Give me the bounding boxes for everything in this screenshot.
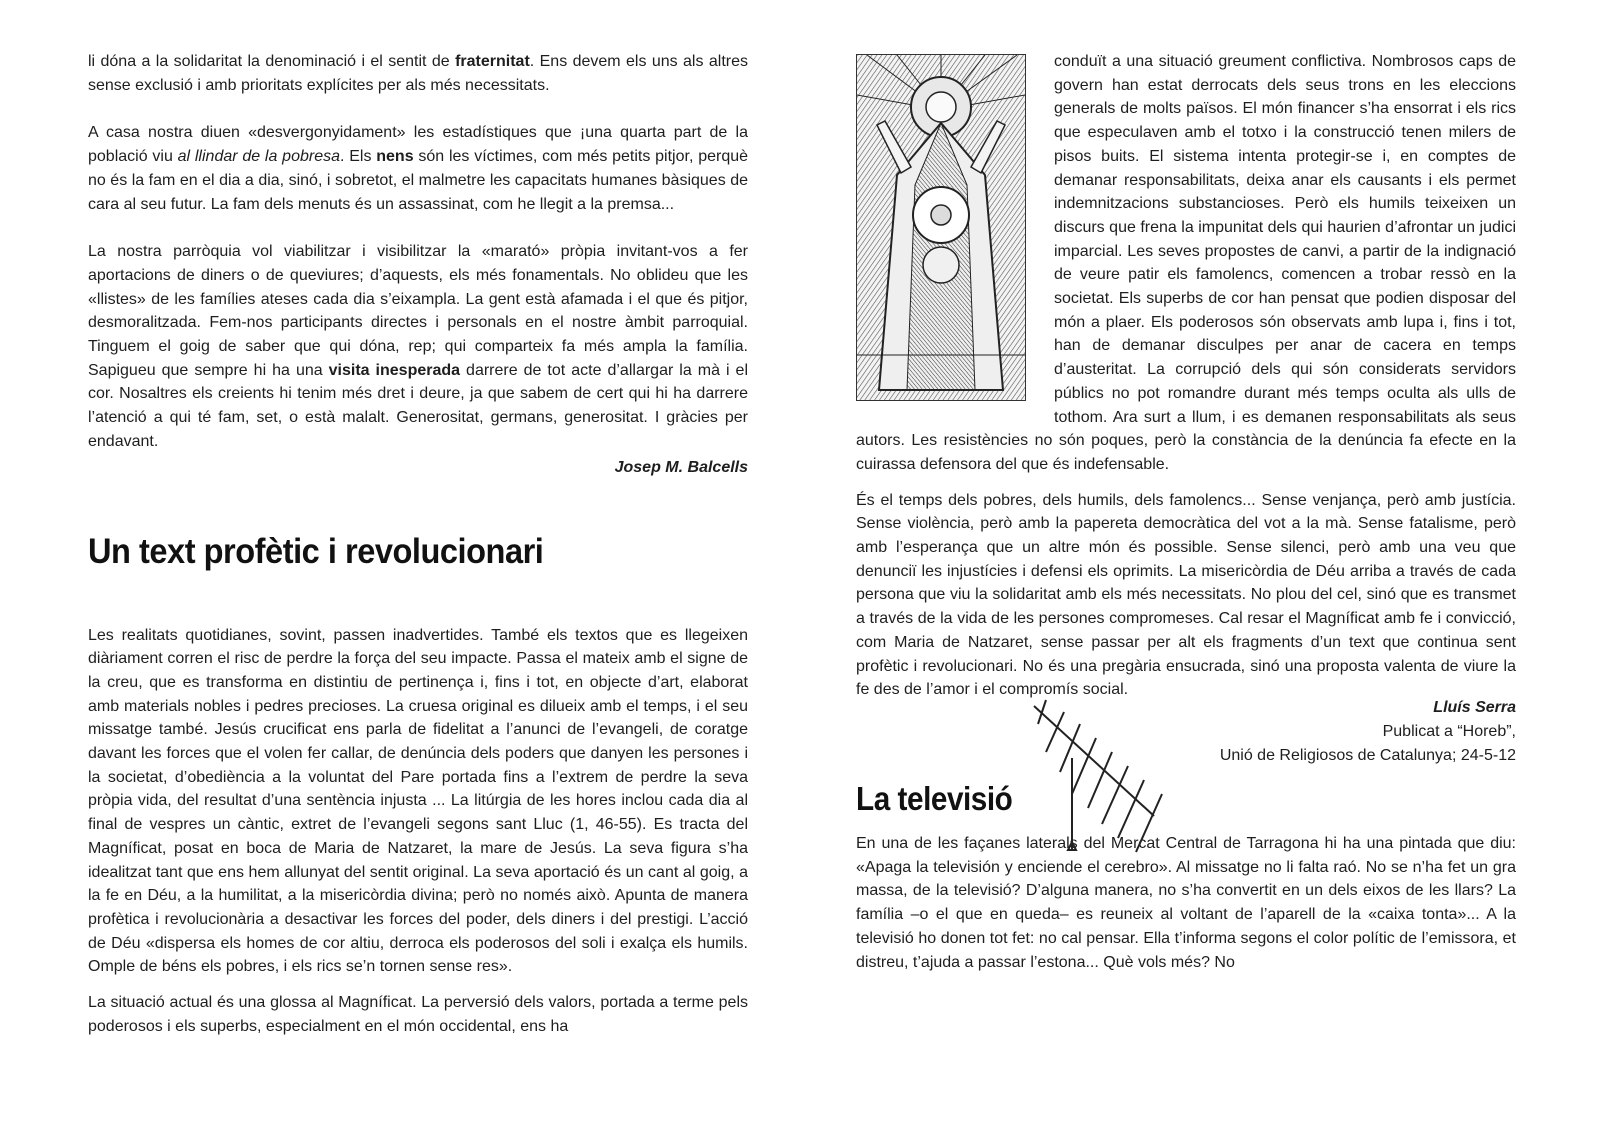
text-run: La nostra parròquia vol viabilitzar i visibilitzar la «marató» pròpia invitant-vos a fer aportacions de diners o de queviures; d’aquests, els més fonamentals. No oblideu que les «llistes» de les famílies ateses cada dia s’eixampla. La gent està afamada i el que és pitjor, desmoralitzada. Fem-nos participants directes i personals en el nostre àmbit parroquial. Tinguem el goig de saber que qui dóna, rep; qui comparteix fa més ampla la família. Sapigueu que sempre hi ha una [88,243,748,379]
left-column [88,50,748,1039]
text-run: darrere de tot acte d’allargar la mà i el cor. Nosaltres els creients hi tenim més dret i deure, ja que sabem de cert qui hi ha darrere l’atenció a qui té fam, set, o està malalt. Generositat, germans, generositat. I gràcies per endavant. [88,361,748,450]
text-run: . Els [340,148,377,166]
right-column [856,50,1516,974]
text-run: . Ens devem els uns als altres sense exclusió i amb prioritats explícites per als més necessitats. [88,53,749,94]
text-run: nens [376,148,414,166]
article-heading: Un text profètic i revolucionari [88,531,544,571]
signature-balcells [88,456,748,480]
text-run: visita inesperada [328,361,461,379]
text-run: són les víctimes, com més petits pitjor, perquè no és la fam en el dia a dia, sinó, i sobretot, el malmetre les capacitats humanes bàsiques de cara al seu futur. La fam dels menuts és un assassinat, com he llegit a la premsa... [88,148,749,213]
text-run: A casa nostra diuen «desvergonyidament» les estadístiques que ¡una quarta part de la població viu [88,124,748,166]
signature-serra [1220,696,1516,768]
paragraph-temps-pobres: És el temps dels pobres, dels humils, dels famolencs... Sense venjança, però amb justícia. Sense violència, però amb la papereta democràtica del vot a la mà. Sense fatalisme, però amb l’esperança que un altre món és possible. Sense silenci, però amb una veu que denunciï les injustícies i defensi els oprimits. La misericòrdia de Déu arriba a través de cada persona que viu la solidaritat amb els més necessitats. No plou del cel, sinó que es transmet a través de la vida de les persones compromeses. Cal resar el Magníficat amb fe i convicció, com Maria de Natzaret, sense passar per alt els fragments d’un text que continua sent profètic i revolucionari. No és una pregària ensucrada, sinó una proposta valenta de viure la fe des de l’amor i el compromís social. [856,491,1516,699]
virgin-mary-illustration [856,54,1026,401]
author-name: Josep M. Balcells [614,458,748,476]
paragraph-televisio: En una de les façanes laterals del Mercat Central de Tarragona hi ha una pintada que diu: «Apaga la televisión y enciende el cerebro». Al missatge no li falta raó. No se n’ha fet un gra massa, de la televisió? D’alguna manera, no s’ha convertit en un dels eixos de les llars? La família –o el que en queda– es reuneix al voltant de l’aparell de la «caixa tonta»... A la televisió ho donen tot fet: no cal pensar. Ella t’informa segons el color polític de l’emissora, et distreu, t’ajuda a passar l’estona... Què vols més? No [856,834,1516,971]
paragraph-realitats: Les realitats quotidianes, sovint, passen inadvertides. També els textos que es llegeixen diàriament corren el risc de perdre la força del seu impacte. Passa el mateix amb el signe de la creu, que es transforma en distintiu de pertinença i, fins i tot, en objecte d’art, elaborat amb materials nobles i pedres precioses. La cruesa original es dilueix amb el temps, i el seu missatge també. Jesús crucificat ens parla de fidelitat a l’anunci de l’evangeli, de coratge davant les forces que el volen fer callar, de denúncia dels poders que danyen les persones i la societat, d’obediència a la voluntat del Pare portada fins a l’extrem de perdre la seva pròpia vida, del resultat d’una sentència injusta ... La litúrgia de les hores inclou cada dia al final de vespres un càntic, extret de l’evangeli segons sant Lluc (1, 46-55). Es tracta del Magníficat, posat en boca de Maria de Natzaret, la mare de Jesús. La seva figura s’ha idealitzat tant que ens hem allunyat del sentit original. La seva aportació és un cant al goig, a la fe en Déu, a la humilitat, a la misericòrdia divina; però no només això. Apunta de manera profètica i revolucionària a desactivar les forces del poder, dels diners i del prestigi. L’acció de Déu «dispersa els homes de cor altiu, derroca els poderosos del soli i exalça els humils. Omple de béns els pobres, i els rics se’n tornen sense res». [88,626,748,976]
madonna-engraving-icon [857,55,1025,400]
text-run: fraternitat [455,53,530,70]
paragraph-pobresa [88,121,748,216]
television-heading: La televisió [856,779,1013,817]
tv-antenna-icon [1032,698,1164,858]
paragraph-fraternitat [88,50,748,97]
publication-line: Publicat a “Horeb”, [1382,722,1516,740]
paragraph-marato [88,240,748,453]
paragraph-situacio: La situació actual és una glossa al Magníficat. La perversió dels valors, portada a terme pels poderosos i els superbs, especialment en el món occidental, ens ha [88,994,748,1035]
publisher-line: Unió de Religiosos de Catalunya; 24-5-12 [1219,746,1516,764]
text-run: li dóna a la solidaritat la denominació i el sentit de [88,53,456,70]
text-run: al llindar de la pobresa [177,148,340,166]
author-name-serra: Lluís Serra [1433,698,1516,716]
paragraph-conduit: conduït a una situació greument conflictiva. Nombrosos caps de govern han estat derrocats dels seus trons en les eleccions generals de molts països. El món financer s’ha ensorrat i els rics que especulaven amb el totxo i la construcció tenen milers de pisos buits. El sistema intenta protegir-se i, en comptes de demanar responsabilitats, deixa anar els causants i els permet indemnitzacions substancioses. Però els humils teixeixen un discurs que frena la impunitat dels qui haurien d’afrontar un judici imparcial. Les seves propostes de canvi, a partir de la indignació de veure patir els famolencs, comencen a trobar ressò en la societat. Els superbs de cor han pensat que podien disposar del món a plaer. Els poderosos són observats amb lupa i, fins i tot, han de demanar disculpes per anar de cacera en temps d’austeritat. La corrupció dels qui són considerats servidors públics no pot romandre durant més temps oculta als ulls de tothom. Ara surt a llum, i es demanen responsabilitats als seus autors. Les resistències no són poques, però la constància de la denúncia fa efecte en la cuirassa defensora del que és indefensable. [856,53,1516,473]
television-section-header [856,696,1516,818]
